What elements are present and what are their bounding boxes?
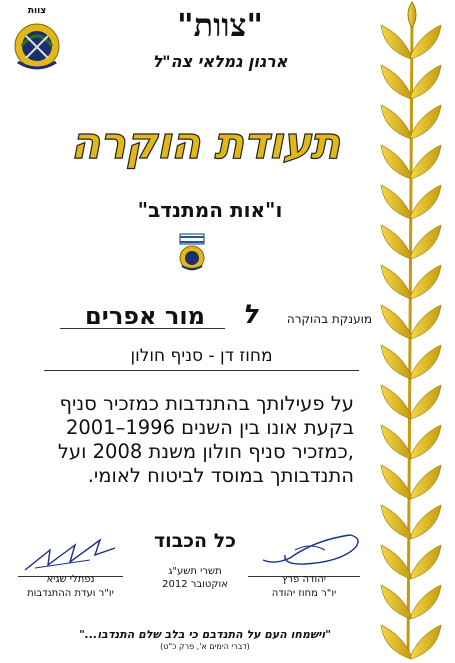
wheat-grain bbox=[411, 145, 441, 179]
wheat-grain bbox=[381, 545, 411, 579]
signatory-right-title: יו"ר מחוז יהודה bbox=[271, 588, 337, 599]
wheat-grain bbox=[381, 265, 411, 299]
district-underline bbox=[44, 370, 359, 371]
wheat-grain bbox=[411, 385, 441, 419]
wheat-grain bbox=[381, 585, 411, 619]
bible-quote: "וישמחו העם על התנדבם כי בלב שלם התנדבו..." bbox=[79, 628, 331, 641]
hebrew-date: תשרי תשע"ג bbox=[168, 566, 222, 577]
certificate-subtitle: ו"אות המתנדב" bbox=[137, 198, 283, 222]
name-underline bbox=[60, 328, 225, 329]
closing-text: כל הכבוד bbox=[154, 530, 236, 552]
wheat-grain bbox=[381, 465, 411, 499]
signatory-left-title: יו"ר ועדת ההתנדבות bbox=[27, 588, 114, 599]
wheat-grain bbox=[411, 65, 441, 99]
citation-text: על פעילותך בהתנדבות כמזכיר סניף בקעת אונו בין השנים 1996–2001 ,כמזכיר סניף חולון משנת 2008 ועל התנדבותך במוסד לביטוח לאומי. bbox=[57, 392, 354, 487]
wheat-grain bbox=[381, 185, 411, 219]
wheat-grain bbox=[381, 505, 411, 539]
wheat-grain bbox=[381, 625, 411, 659]
wheat-grain bbox=[381, 145, 411, 179]
wheat-grain bbox=[381, 65, 411, 99]
wheat-grain bbox=[411, 625, 441, 659]
wheat-grain bbox=[411, 25, 441, 59]
signature-right bbox=[255, 520, 365, 575]
awarded-label: מוענקת בהוקרה bbox=[286, 312, 372, 326]
wheat-tip bbox=[408, 2, 416, 28]
wheat-grain bbox=[411, 345, 441, 379]
wheat-grain bbox=[381, 105, 411, 139]
wheat-grain bbox=[411, 585, 441, 619]
wheat-grain bbox=[381, 305, 411, 339]
organization-emblem-icon bbox=[8, 6, 66, 76]
volunteer-emblem-icon bbox=[170, 232, 214, 272]
wheat-grain bbox=[381, 25, 411, 59]
wheat-grain bbox=[381, 225, 411, 259]
wheat-grain bbox=[381, 385, 411, 419]
wheat-grain bbox=[411, 265, 441, 299]
wheat-grain bbox=[381, 425, 411, 459]
wheat-grain bbox=[411, 505, 441, 539]
to-letter: ל bbox=[242, 300, 258, 330]
wheat-grain bbox=[411, 305, 441, 339]
certificate-title: תעודת הוקרה bbox=[70, 118, 340, 169]
wheat-grain bbox=[411, 465, 441, 499]
quote-source: (דברי הימים א', פרק כ"ט) bbox=[160, 642, 250, 651]
wheat-grain bbox=[411, 545, 441, 579]
district-branch: מחוז דן - סניף חולון bbox=[130, 346, 273, 366]
wheat-grain bbox=[411, 225, 441, 259]
wheat-grain bbox=[411, 185, 441, 219]
gregorian-date: אוקטובר 2012 bbox=[162, 579, 228, 590]
signature-left bbox=[20, 520, 120, 580]
organization-subtitle: ארגון גמלאי צה"ל bbox=[152, 52, 288, 71]
wheat-grain bbox=[411, 105, 441, 139]
wheat-stalk-icon bbox=[370, 0, 455, 663]
organization-name: "צוות" bbox=[177, 6, 263, 44]
emblem-label: צוות bbox=[27, 6, 47, 16]
wheat-grain bbox=[411, 425, 441, 459]
recipient-name: מור אפרים bbox=[85, 302, 205, 330]
signatory-left-name: נפתלי שגיא bbox=[46, 574, 95, 585]
signatory-right-name: יהודה פרץ bbox=[282, 574, 326, 585]
wheat-grain bbox=[381, 345, 411, 379]
